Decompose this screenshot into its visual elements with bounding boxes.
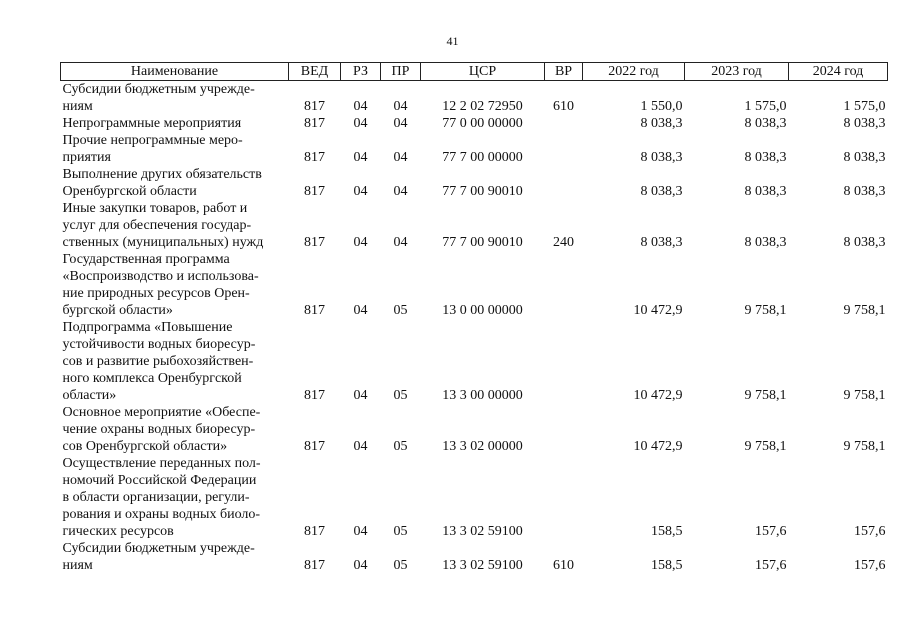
cell-2024: 157,6 [854,558,886,573]
name-line: бургской области» [62,303,173,318]
cell-pr: 05 [393,303,408,318]
cell-rz: 04 [353,388,368,403]
cell-pr: 04 [393,99,408,114]
name-line: ниям [62,558,93,573]
cell-rz: 04 [353,99,368,114]
cell-vr: 610 [553,558,574,573]
cell-2024: 157,6 [854,524,886,539]
table-row [61,132,888,166]
cell-pr: 04 [393,184,408,199]
name-line: в области организации, регули- [62,490,250,505]
cell-pr: 05 [393,388,408,403]
name-line: рования и охраны водных биоло- [62,507,261,522]
name-line: Прочие непрограммные меро- [62,133,243,148]
cell-2022: 8 038,3 [640,150,683,165]
column-header-ved: ВЕД [289,63,341,81]
cell-rz: 04 [353,303,368,318]
cell-vr [545,319,583,404]
cell-rz: 04 [353,116,368,131]
cell-csr: 13 0 00 00000 [442,303,523,318]
cell-2024: 8 038,3 [843,150,886,165]
cell-ved: 817 [304,524,325,539]
cell-rz: 04 [353,524,368,539]
cell-vr [545,455,583,540]
name-line: ниям [62,99,93,114]
cell-csr: 13 3 02 00000 [442,439,523,454]
cell-name [61,455,289,540]
cell-2024: 8 038,3 [843,235,886,250]
cell-ved: 817 [304,184,325,199]
column-header-2024: 2024 год [789,63,888,81]
cell-2023: 8 038,3 [744,150,787,165]
name-line: устойчивости водных биоресур- [62,337,256,352]
cell-ved: 817 [304,303,325,318]
table-row [61,200,888,251]
cell-2022: 1 550,0 [640,99,683,114]
cell-name [61,319,289,404]
name-line: Субсидии бюджетным учрежде- [62,541,255,556]
column-header-rz: РЗ [341,63,381,81]
column-header-vr: ВР [545,63,583,81]
name-line: Осуществление переданных пол- [62,456,261,471]
cell-2022: 10 472,9 [633,439,683,454]
cell-rz: 04 [353,439,368,454]
name-line: «Воспроизводство и использова- [62,269,259,284]
name-line: чение охраны водных биоресур- [62,422,256,437]
cell-2023: 1 575,0 [744,99,787,114]
cell-2024: 9 758,1 [843,388,886,403]
cell-pr: 04 [393,150,408,165]
table-row [61,166,888,200]
cell-pr: 05 [393,558,408,573]
cell-csr: 77 7 00 00000 [442,150,523,165]
cell-pr: 05 [393,439,408,454]
cell-name [61,132,289,166]
cell-name [61,81,289,116]
name-line: сов и развитие рыбохозяйствен- [62,354,254,369]
table-row [61,540,888,574]
name-line: сов Оренбургской области» [62,439,228,454]
cell-pr: 04 [393,235,408,250]
cell-2024: 8 038,3 [843,116,886,131]
cell-ved: 817 [304,439,325,454]
cell-vr [545,166,583,200]
cell-csr: 77 7 00 90010 [442,184,523,199]
cell-ved: 817 [304,99,325,114]
cell-2023: 9 758,1 [744,388,787,403]
cell-2022: 8 038,3 [640,116,683,131]
cell-pr: 05 [393,524,408,539]
name-line: ного комплекса Оренбургской [62,371,242,386]
cell-vr [545,404,583,455]
name-line: Иные закупки товаров, работ и [62,201,248,216]
name-line: Основное мероприятие «Обеспе- [62,405,261,420]
name-line: Выполнение других обязательств [62,167,262,182]
cell-csr: 13 3 00 00000 [442,388,523,403]
cell-2022: 158,5 [651,524,683,539]
cell-ved: 817 [304,388,325,403]
name-line: услуг для обеспечения государ- [62,218,252,233]
cell-2023: 9 758,1 [744,303,787,318]
cell-2024: 9 758,1 [843,303,886,318]
cell-2023: 157,6 [755,524,787,539]
cell-vr: 240 [553,235,574,250]
cell-pr: 04 [393,116,408,131]
cell-name [61,540,289,574]
table-header-row [61,63,888,81]
cell-csr: 13 3 02 59100 [442,524,523,539]
cell-rz: 04 [353,235,368,250]
cell-2023: 8 038,3 [744,184,787,199]
cell-2024: 1 575,0 [843,99,886,114]
cell-name [61,200,289,251]
table-row [61,115,888,132]
cell-2023: 8 038,3 [744,235,787,250]
cell-2023: 157,6 [755,558,787,573]
name-line: гических ресурсов [62,524,174,539]
cell-ved: 817 [304,116,325,131]
cell-rz: 04 [353,558,368,573]
cell-rz: 04 [353,184,368,199]
table-row [61,319,888,404]
cell-vr [545,115,583,132]
cell-ved: 817 [304,235,325,250]
page-number: 41 [446,34,459,48]
cell-name [61,115,289,132]
column-header-2022: 2022 год [583,63,685,81]
cell-vr [545,132,583,166]
column-header-pr: ПР [381,63,421,81]
cell-2022: 10 472,9 [633,388,683,403]
column-header-csr: ЦСР [421,63,545,81]
cell-csr: 12 2 02 72950 [442,99,523,114]
name-line: номочий Российской Федерации [62,473,257,488]
cell-2024: 9 758,1 [843,439,886,454]
table-row [61,455,888,540]
name-line: области» [62,388,117,403]
name-line: Непрограммные мероприятия [62,116,242,131]
cell-2022: 158,5 [651,558,683,573]
table-row [61,81,888,116]
table-body [61,81,888,575]
cell-name [61,251,289,319]
cell-2022: 8 038,3 [640,235,683,250]
cell-ved: 817 [304,150,325,165]
cell-name [61,404,289,455]
cell-vr: 610 [553,99,574,114]
cell-2023: 9 758,1 [744,439,787,454]
table-row [61,404,888,455]
name-line: ственных (муниципальных) нужд [62,235,264,250]
cell-vr [545,251,583,319]
cell-2024: 8 038,3 [843,184,886,199]
column-header-name: Наименование [61,63,289,81]
name-line: Подпрограмма «Повышение [62,320,233,335]
cell-rz: 04 [353,150,368,165]
cell-2023: 8 038,3 [744,116,787,131]
cell-2022: 10 472,9 [633,303,683,318]
cell-name [61,166,289,200]
name-line: ние природных ресурсов Орен- [62,286,250,301]
name-line: Государственная программа [62,252,230,267]
column-header-2023: 2023 год [685,63,789,81]
cell-2022: 8 038,3 [640,184,683,199]
name-line: приятия [62,150,111,165]
cell-csr: 77 0 00 00000 [442,116,523,131]
table-row [61,251,888,319]
name-line: Оренбургской области [62,184,197,199]
cell-ved: 817 [304,558,325,573]
cell-csr: 13 3 02 59100 [442,558,523,573]
name-line: Субсидии бюджетным учрежде- [62,82,255,97]
budget-table [60,62,888,574]
cell-csr: 77 7 00 90010 [442,235,523,250]
